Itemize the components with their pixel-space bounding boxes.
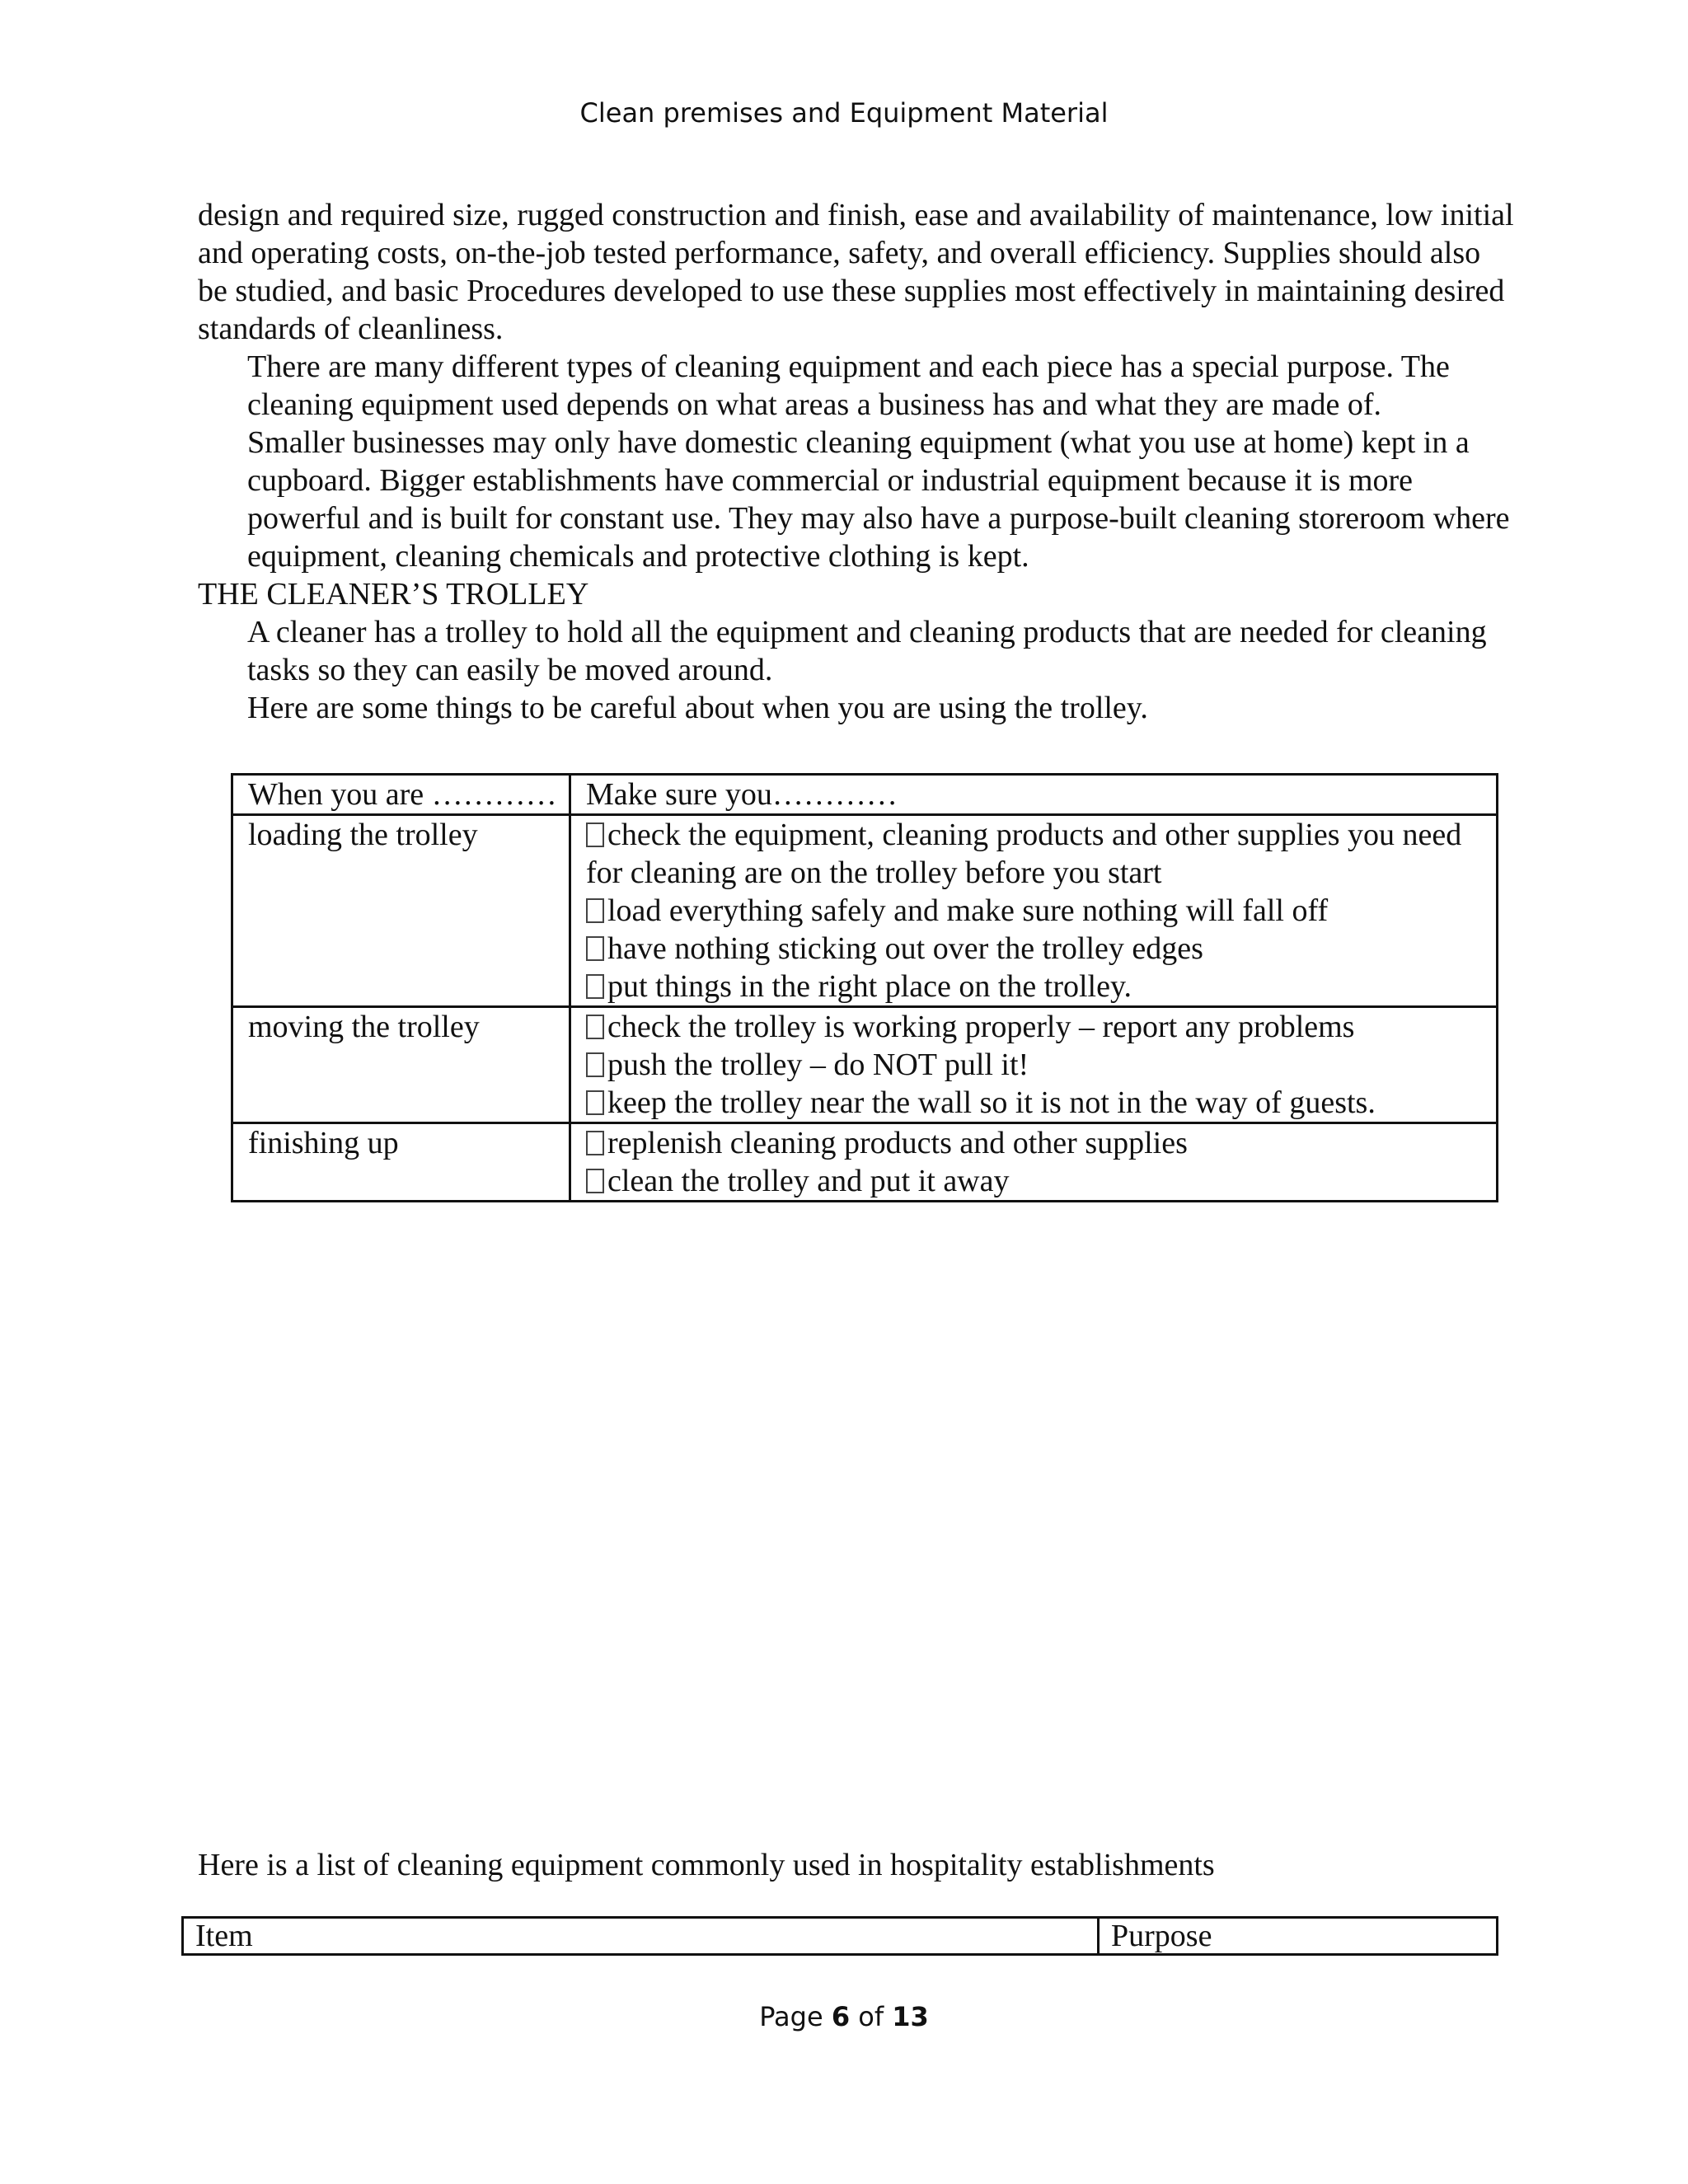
equipment-table xyxy=(181,1916,1498,1956)
checklist-item: check the equipment, cleaning products and other supplies you need for cleaning are on the trolley before you start xyxy=(586,818,1462,890)
section-heading: THE CLEANER’S TROLLEY xyxy=(198,577,589,612)
checkbox-glyph-icon xyxy=(586,936,604,961)
checklist-item: load everything safely and make sure nothing will fall off xyxy=(586,892,1484,930)
row-label: finishing up xyxy=(232,1123,570,1202)
page-footer xyxy=(0,2001,1688,2032)
header-cell-when: When you are ………… xyxy=(232,775,570,815)
checklist-item: push the trolley – do NOT pull it! xyxy=(586,1046,1484,1084)
table-header-row xyxy=(232,775,1498,815)
row-checklist xyxy=(570,815,1498,1007)
header-cell-make-sure: Make sure you………… xyxy=(570,775,1498,815)
page-total: 13 xyxy=(892,2001,929,2032)
body-text xyxy=(198,196,1517,727)
table-row xyxy=(232,1007,1498,1123)
checklist-item: keep the trolley near the wall so it is not in the way of guests. xyxy=(586,1084,1484,1122)
checklist-item: check the trolley is working properly – report any problems xyxy=(586,1008,1484,1046)
checkbox-glyph-icon xyxy=(586,1052,604,1077)
paragraph-trolley-care: Here are some things to be careful about when you are using the trolley. xyxy=(247,691,1148,725)
checkbox-glyph-icon xyxy=(586,823,604,847)
table-row xyxy=(232,815,1498,1007)
page-header: Clean premises and Equipment Material xyxy=(579,97,1109,129)
checkbox-glyph-icon xyxy=(586,974,604,999)
checkbox-glyph-icon xyxy=(586,1090,604,1115)
checkbox-glyph-icon xyxy=(586,898,604,923)
paragraph-equipment-types: There are many different types of cleaning equipment and each piece has a special purpose. The cleaning equipment used depends on what areas a business has and what they are made of. xyxy=(247,349,1450,422)
checkbox-glyph-icon xyxy=(586,1015,604,1039)
paragraph-business-size: Smaller businesses may only have domestic cleaning equipment (what you use at home) kept in a cupboard. Bigger establishments have commercial or industrial equipment because it is more powerful and is built for constant use. They may also have a purpose-built cleaning storeroom where equipment, cleaning chemicals and protective clothing is kept. xyxy=(247,425,1510,574)
page-current: 6 xyxy=(831,2001,851,2032)
checklist-item: clean the trolley and put it away xyxy=(586,1162,1484,1200)
row-checklist xyxy=(570,1123,1498,1202)
header-cell-purpose: Purpose xyxy=(1099,1918,1498,1955)
checklist-item: replenish cleaning products and other supplies xyxy=(586,1124,1484,1162)
page-of: of xyxy=(850,2001,893,2032)
trolley-table xyxy=(231,773,1498,1202)
table-row xyxy=(232,1123,1498,1202)
paragraph-trolley-intro: A cleaner has a trolley to hold all the equipment and cleaning products that are needed for cleaning tasks so they can easily be moved around. xyxy=(247,615,1487,687)
checkbox-glyph-icon xyxy=(586,1131,604,1155)
equipment-list-intro: Here is a list of cleaning equipment commonly used in hospitality establishments xyxy=(198,1848,1215,1882)
header-cell-item: Item xyxy=(183,1918,1099,1955)
page-label: Page xyxy=(759,2001,832,2032)
row-label: loading the trolley xyxy=(232,815,570,1007)
checkbox-glyph-icon xyxy=(586,1169,604,1193)
row-label: moving the trolley xyxy=(232,1007,570,1123)
row-checklist xyxy=(570,1007,1498,1123)
checklist-item: have nothing sticking out over the trolley edges xyxy=(586,930,1484,968)
paragraph-intro: design and required size, rugged construction and finish, ease and availability of maintenance, low initial and operating costs, on-the-job tested performance, safety, and overall efficiency. Supplies should also be studied, and basic Procedures developed to use these supplies most effectively in maintaining desired standards of cleanliness. xyxy=(198,198,1514,346)
table-header-row xyxy=(183,1918,1498,1955)
checklist-item: put things in the right place on the trolley. xyxy=(586,968,1484,1005)
